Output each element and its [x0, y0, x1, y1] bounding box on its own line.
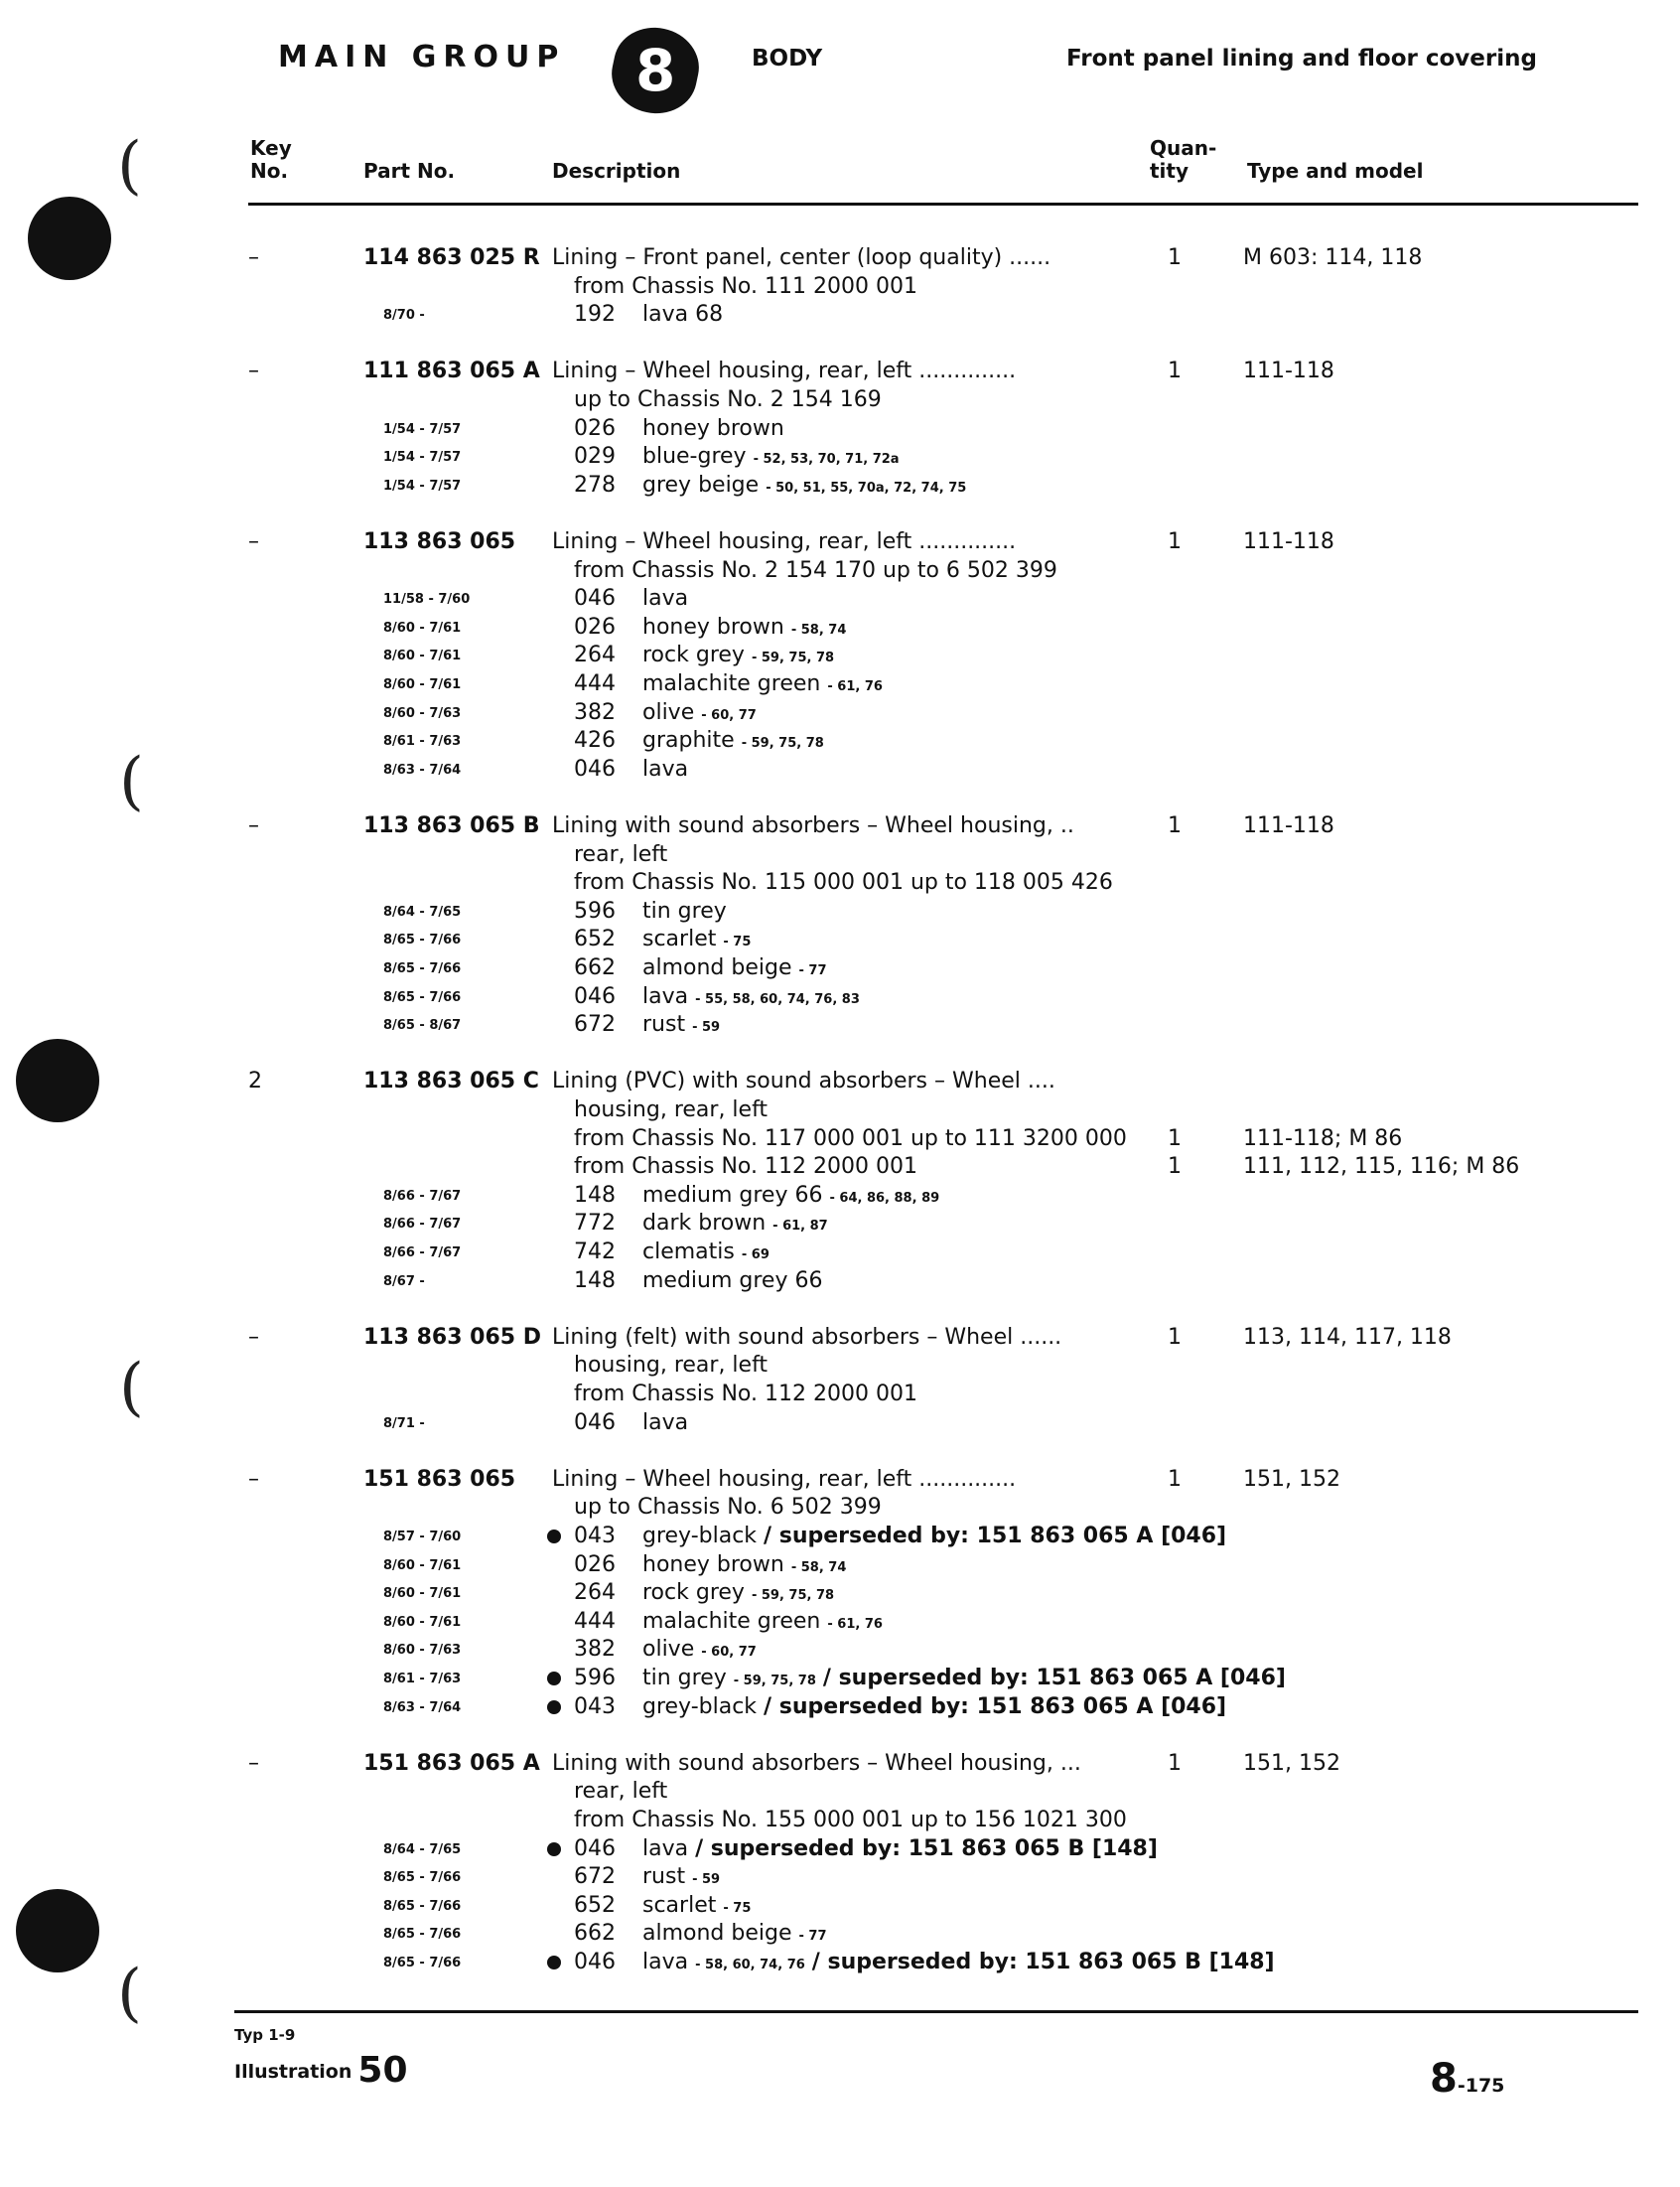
- model-year-note: - 59: [692, 1020, 721, 1036]
- column-key-no: Key No.: [250, 136, 292, 183]
- page-number: [1430, 2056, 1504, 2102]
- description-line: Lining – Wheel housing, rear, left ..............: [552, 359, 1017, 384]
- description-line: from Chassis No. 155 000 001 up to 156 1021 300: [574, 1808, 1127, 1832]
- production-period: 8/60 - 7/61: [383, 649, 462, 664]
- column-description: Description: [552, 159, 681, 183]
- model-year-note: - 50, 51, 55, 70a, 72, 74, 75: [766, 480, 967, 496]
- header-rule: [248, 203, 1638, 206]
- production-period: 8/57 - 7/60: [383, 1530, 462, 1544]
- color-code: 046: [574, 586, 616, 612]
- production-period: 8/66 - 7/67: [383, 1217, 462, 1233]
- key-number: 2: [248, 1069, 262, 1094]
- description-line: from Chassis No. 112 2000 001: [574, 1154, 917, 1180]
- description-line: up to Chassis No. 2 154 169: [574, 387, 882, 412]
- model-year-note: - 60, 77: [701, 1645, 757, 1661]
- color-code: 596: [574, 1666, 616, 1690]
- model-year-note: - 64, 86, 88, 89: [829, 1190, 940, 1206]
- color-code: 662: [574, 955, 616, 980]
- key-number: –: [248, 1466, 259, 1492]
- color-name: medium grey 66: [642, 1267, 823, 1293]
- column-part-no: Part No.: [363, 159, 456, 183]
- color-code: 046: [574, 983, 616, 1009]
- color-description: [642, 443, 900, 474]
- color-code: 046: [574, 1835, 616, 1861]
- production-period: 8/66 - 7/67: [383, 1188, 462, 1204]
- production-period: 8/60 - 7/61: [383, 620, 462, 636]
- key-number: –: [248, 245, 259, 270]
- key-number: –: [248, 1324, 259, 1350]
- color-code: 264: [574, 643, 616, 668]
- discontinued-dot-icon: [547, 1842, 561, 1856]
- color-name: honey brown: [642, 415, 784, 441]
- color-code: 046: [574, 1950, 616, 1974]
- color-description: [642, 727, 824, 758]
- group-number-badge: [605, 20, 706, 121]
- description-line: from Chassis No. 117 000 001 up to 111 3200 000: [574, 1125, 1127, 1151]
- color-description: [642, 1892, 751, 1923]
- model-year-note: - 61, 87: [772, 1219, 828, 1235]
- description-line: from Chassis No. 112 2000 001: [574, 1382, 917, 1406]
- production-period: 8/70 -: [383, 308, 425, 324]
- model-year-note: - 59, 75, 78: [751, 651, 835, 666]
- type-note: Typ 1-9: [234, 2026, 296, 2044]
- discontinued-dot-icon: [547, 1700, 561, 1714]
- type-model: 151, 152: [1243, 1466, 1340, 1492]
- quantity: 1: [1168, 529, 1182, 554]
- quantity: 1: [1168, 1750, 1182, 1776]
- type-model: M 603: 114, 118: [1243, 245, 1423, 270]
- quantity: 1: [1168, 359, 1182, 384]
- key-number: –: [248, 1750, 259, 1776]
- page-subtitle: Front panel lining and floor covering: [1066, 46, 1537, 72]
- superseded-note: / superseded by: 151 863 065 A [046]: [822, 1666, 1286, 1690]
- color-name: grey-black: [642, 1693, 758, 1719]
- color-name: scarlet: [642, 1892, 717, 1918]
- description-line: Lining with sound absorbers – Wheel housing, ..: [552, 813, 1074, 838]
- color-code: 026: [574, 415, 616, 441]
- color-code: 192: [574, 302, 616, 328]
- production-period: 8/71 -: [383, 1415, 425, 1431]
- color-code: 426: [574, 728, 616, 754]
- description-line: Lining (felt) with sound absorbers – Wheel ......: [552, 1324, 1062, 1350]
- section-title: BODY: [752, 46, 823, 72]
- part-number: 151 863 065 A: [363, 1750, 540, 1776]
- color-code: 046: [574, 1409, 616, 1435]
- part-number: 113 863 065: [363, 529, 516, 554]
- description-line: Lining – Front panel, center (loop quality) ......: [552, 245, 1051, 270]
- part-number: 113 863 065 B: [363, 813, 540, 838]
- ring-mark-icon: (: [119, 745, 144, 818]
- color-description: [642, 926, 751, 956]
- part-number: 113 863 065 C: [363, 1069, 539, 1094]
- group-number: 8: [634, 36, 676, 104]
- color-code: 772: [574, 1211, 616, 1237]
- description-line: Lining – Wheel housing, rear, left ..............: [552, 529, 1017, 554]
- color-code: 652: [574, 1892, 616, 1918]
- color-name: blue-grey: [642, 444, 747, 470]
- color-name: honey brown: [642, 1551, 784, 1577]
- production-period: 8/61 - 7/63: [383, 1672, 462, 1686]
- description-line: rear, left: [574, 1779, 668, 1805]
- color-code: 029: [574, 444, 616, 470]
- color-code: 596: [574, 898, 616, 924]
- production-period: 1/54 - 7/57: [383, 421, 462, 437]
- model-year-note: - 59, 75, 78: [741, 736, 824, 752]
- ring-mark-icon: (: [117, 129, 142, 203]
- type-model: 111, 112, 115, 116; M 86: [1243, 1154, 1520, 1180]
- color-code: 444: [574, 1608, 616, 1634]
- production-period: 8/60 - 7/61: [383, 1614, 462, 1630]
- color-description: [642, 1579, 834, 1610]
- punch-hole-icon: [28, 197, 111, 280]
- color-name: almond beige: [642, 955, 792, 980]
- color-description: [642, 1863, 720, 1894]
- discontinued-dot-icon: [547, 1672, 561, 1685]
- model-year-note: - 58, 74: [790, 1559, 847, 1575]
- superseded-note: / superseded by: 151 863 065 B [148]: [695, 1835, 1158, 1861]
- description-line: from Chassis No. 111 2000 001: [574, 273, 917, 299]
- production-period: 8/65 - 7/66: [383, 1870, 462, 1886]
- color-description: [642, 1835, 1158, 1863]
- color-name: lava: [642, 586, 689, 612]
- color-name: rust: [642, 1864, 686, 1890]
- type-model: 111-118; M 86: [1243, 1125, 1403, 1151]
- production-period: 1/54 - 7/57: [383, 450, 462, 466]
- color-description: [642, 983, 860, 1014]
- discontinued-dot-icon: [547, 1530, 561, 1543]
- description-line: rear, left: [574, 841, 668, 867]
- color-code: 043: [574, 1693, 616, 1719]
- color-description: [642, 642, 834, 672]
- color-code: 264: [574, 1580, 616, 1606]
- key-number: –: [248, 813, 259, 838]
- model-year-note: - 58, 74: [790, 622, 847, 638]
- description-line: up to Chassis No. 6 502 399: [574, 1495, 882, 1521]
- color-name: grey beige: [642, 472, 760, 498]
- color-description: [642, 1182, 939, 1213]
- production-period: 8/60 - 7/61: [383, 677, 462, 692]
- color-description: [642, 415, 784, 443]
- production-period: 8/60 - 7/63: [383, 705, 462, 721]
- type-model: 111-118: [1243, 813, 1334, 838]
- color-description: [642, 301, 723, 329]
- type-model: 151, 152: [1243, 1750, 1340, 1776]
- color-name: honey brown: [642, 614, 784, 640]
- description-line: housing, rear, left: [574, 1097, 769, 1122]
- color-name: dark brown: [642, 1211, 767, 1237]
- color-name: graphite: [642, 728, 735, 754]
- color-name: medium grey 66: [642, 1182, 823, 1208]
- production-period: 8/61 - 7/63: [383, 734, 462, 750]
- page-number-main: 8: [1430, 2056, 1458, 2102]
- production-period: 8/66 - 7/67: [383, 1245, 462, 1260]
- color-code: 026: [574, 1551, 616, 1577]
- color-description: [642, 1011, 720, 1042]
- color-name: scarlet: [642, 927, 717, 952]
- model-year-note: - 59, 75, 78: [751, 1588, 835, 1604]
- color-description: [642, 1920, 827, 1951]
- production-period: 8/63 - 7/64: [383, 1699, 462, 1715]
- production-period: 8/63 - 7/64: [383, 762, 462, 778]
- color-description: [642, 1210, 828, 1240]
- color-code: 382: [574, 699, 616, 725]
- color-name: lava: [642, 756, 689, 782]
- description-line: Lining with sound absorbers – Wheel housing, ...: [552, 1750, 1081, 1776]
- ring-mark-icon: (: [117, 1957, 142, 2030]
- color-name: lava: [642, 983, 689, 1009]
- color-code: 652: [574, 927, 616, 952]
- punch-hole-icon: [16, 1889, 99, 1972]
- color-code: 742: [574, 1239, 616, 1264]
- color-code: 444: [574, 671, 616, 696]
- footer-rule: [234, 2010, 1638, 2013]
- model-year-note: - 75: [723, 1900, 752, 1916]
- production-period: 8/65 - 7/66: [383, 961, 462, 976]
- key-number: –: [248, 359, 259, 384]
- color-name: tin grey: [642, 898, 727, 924]
- color-name: malachite green: [642, 671, 821, 696]
- superseded-note: / superseded by: 151 863 065 A [046]: [764, 1524, 1227, 1548]
- model-year-note: - 60, 77: [701, 707, 757, 723]
- production-period: 8/65 - 7/66: [383, 1898, 462, 1914]
- color-code: 148: [574, 1182, 616, 1208]
- color-code: 148: [574, 1267, 616, 1293]
- color-description: [642, 472, 966, 503]
- main-group-heading: MAIN GROUP: [278, 40, 566, 74]
- color-code: 043: [574, 1524, 616, 1548]
- color-description: [642, 585, 688, 613]
- color-description: [642, 1665, 1286, 1695]
- production-period: 8/60 - 7/61: [383, 1557, 462, 1573]
- description-line: from Chassis No. 2 154 170 up to 6 502 399: [574, 557, 1057, 583]
- production-period: 8/60 - 7/61: [383, 1586, 462, 1602]
- column-quantity: Quan- tity: [1150, 136, 1217, 183]
- color-name: grey-black: [642, 1524, 758, 1548]
- color-description: [642, 1693, 1226, 1721]
- part-number: 114 863 025 R: [363, 245, 540, 270]
- color-name: malachite green: [642, 1608, 821, 1634]
- color-code: 672: [574, 1864, 616, 1890]
- production-period: 8/65 - 7/66: [383, 1956, 462, 1970]
- production-period: 8/65 - 7/66: [383, 933, 462, 948]
- model-year-note: - 58, 60, 74, 76: [695, 1958, 805, 1972]
- color-description: [642, 699, 757, 730]
- color-name: lava 68: [642, 302, 724, 328]
- production-period: 8/67 -: [383, 1273, 425, 1289]
- illustration-ref: [234, 2050, 408, 2091]
- superseded-note: / superseded by: 151 863 065 A [046]: [764, 1693, 1227, 1719]
- color-description: [642, 1409, 688, 1437]
- quantity: 1: [1168, 1154, 1182, 1180]
- color-code: 046: [574, 756, 616, 782]
- color-description: [642, 756, 688, 784]
- model-year-note: - 61, 76: [827, 679, 883, 694]
- color-description: [642, 614, 846, 645]
- color-code: 026: [574, 614, 616, 640]
- part-number: 111 863 065 A: [363, 359, 540, 384]
- color-description: [642, 1551, 846, 1582]
- quantity: 1: [1168, 1466, 1182, 1492]
- color-name: olive: [642, 1637, 695, 1663]
- quantity: 1: [1168, 245, 1182, 270]
- key-number: –: [248, 529, 259, 554]
- color-description: [642, 1523, 1226, 1550]
- model-year-note: - 52, 53, 70, 71, 72a: [753, 452, 900, 468]
- model-year-note: - 61, 76: [827, 1616, 883, 1632]
- quantity: 1: [1168, 813, 1182, 838]
- color-name: lava: [642, 1409, 689, 1435]
- discontinued-dot-icon: [547, 1956, 561, 1969]
- color-description: [642, 670, 883, 701]
- production-period: 8/64 - 7/65: [383, 904, 462, 920]
- color-code: 662: [574, 1921, 616, 1947]
- color-description: [642, 1608, 883, 1639]
- description-line: Lining – Wheel housing, rear, left ..............: [552, 1466, 1017, 1492]
- color-name: tin grey: [642, 1666, 727, 1690]
- type-model: 113, 114, 117, 118: [1243, 1324, 1452, 1350]
- punch-hole-icon: [16, 1039, 99, 1122]
- model-year-note: - 75: [723, 935, 752, 950]
- illustration-number: 50: [357, 2050, 408, 2091]
- color-description: [642, 1239, 770, 1269]
- model-year-note: - 59: [692, 1872, 721, 1888]
- production-period: 8/64 - 7/65: [383, 1841, 462, 1857]
- color-description: [642, 1267, 822, 1295]
- page-number-sub: -175: [1457, 2075, 1505, 2097]
- model-year-note: - 55, 58, 60, 74, 76, 83: [695, 991, 860, 1007]
- model-year-note: - 77: [798, 963, 827, 978]
- description-line: housing, rear, left: [574, 1353, 769, 1379]
- color-name: lava: [642, 1835, 689, 1861]
- type-model: 111-118: [1243, 529, 1334, 554]
- color-description: [642, 1636, 757, 1667]
- production-period: 11/58 - 7/60: [383, 592, 471, 608]
- color-name: clematis: [642, 1239, 735, 1264]
- column-type-model: Type and model: [1247, 159, 1424, 183]
- production-period: 1/54 - 7/57: [383, 478, 462, 494]
- color-name: rust: [642, 1012, 686, 1038]
- production-period: 8/65 - 7/66: [383, 989, 462, 1005]
- quantity: 1: [1168, 1125, 1182, 1151]
- part-number: 113 863 065 D: [363, 1324, 542, 1350]
- color-name: almond beige: [642, 1921, 792, 1947]
- model-year-note: - 69: [741, 1247, 770, 1262]
- color-description: [642, 1949, 1275, 1979]
- color-code: 672: [574, 1012, 616, 1038]
- quantity: 1: [1168, 1324, 1182, 1350]
- color-name: olive: [642, 699, 695, 725]
- color-description: [642, 954, 827, 985]
- color-code: 382: [574, 1637, 616, 1663]
- production-period: 8/65 - 8/67: [383, 1018, 462, 1034]
- illustration-label: Illustration: [234, 2061, 352, 2083]
- description-line: Lining (PVC) with sound absorbers – Wheel ....: [552, 1069, 1055, 1094]
- color-code: 278: [574, 472, 616, 498]
- model-year-note: - 77: [798, 1929, 827, 1945]
- superseded-note: / superseded by: 151 863 065 B [148]: [811, 1950, 1275, 1974]
- part-number: 151 863 065: [363, 1466, 516, 1492]
- ring-mark-icon: (: [119, 1351, 144, 1424]
- color-name: rock grey: [642, 643, 745, 668]
- model-year-note: - 59, 75, 78: [733, 1674, 816, 1688]
- color-description: [642, 898, 727, 926]
- production-period: 8/60 - 7/63: [383, 1643, 462, 1659]
- color-name: lava: [642, 1950, 689, 1974]
- description-line: from Chassis No. 115 000 001 up to 118 005 426: [574, 870, 1113, 896]
- production-period: 8/65 - 7/66: [383, 1927, 462, 1943]
- type-model: 111-118: [1243, 359, 1334, 384]
- color-name: rock grey: [642, 1580, 745, 1606]
